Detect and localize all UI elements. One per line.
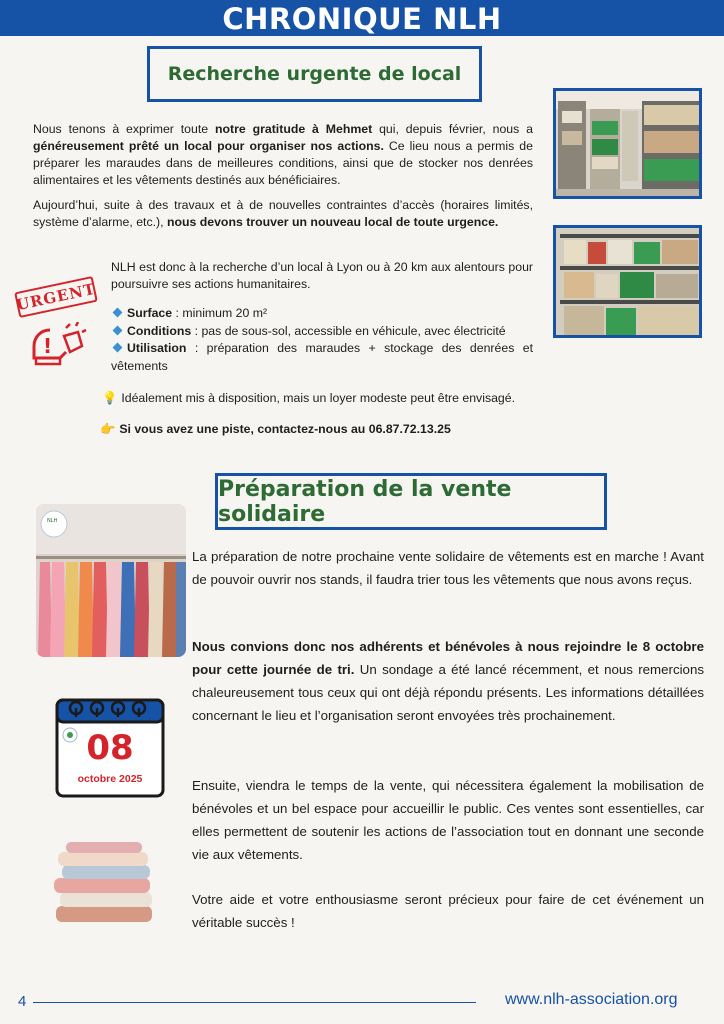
footer-divider <box>33 1002 476 1003</box>
diamond-bullet-icon <box>113 308 123 318</box>
paragraph-sale: Ensuite, viendra le temps de la vente, qui nécessitera également la mobilisation de bénévoles et un bel espace pour accueillir le public. Ces ventes sont essentielles, car elles permettent de soutenir les actions de l’association tout en donnant une seconde vie aux vêtements. <box>192 778 704 862</box>
criteria-list <box>111 305 533 375</box>
rent-note: 💡 Idéalement mis à disposition, mais un loyer modeste peut être envisagé. <box>102 391 516 405</box>
website-link[interactable]: www.nlh-association.org <box>505 991 678 1008</box>
paragraph-situation: Aujourd’hui, suite à des travaux et à de nouvelles contraintes d’accès (horaires limités, système d’alarme, etc.), nous devons trouver un nouveau local de toute urgence. <box>33 198 533 229</box>
diamond-bullet-icon <box>113 343 123 353</box>
list-item: Conditions : pas de sous-sol, accessible en véhicule, avec électricité <box>111 323 533 341</box>
contact-line: 👉 Si vous avez une piste, contactez-nous au 06.87.72.13.25 <box>100 422 451 436</box>
list-item: Surface : minimum 20 m² <box>111 305 533 323</box>
svg-text:!: ! <box>43 334 53 358</box>
page-title: CHRONIQUE NLH <box>222 2 502 36</box>
lightbulb-icon: 💡 <box>102 391 118 405</box>
section-title-local: Recherche urgente de local <box>147 46 482 102</box>
folded-clothes-image <box>50 840 160 925</box>
page-number: 4 <box>18 993 27 1010</box>
pointing-hand-icon: 👉 <box>100 422 116 436</box>
svg-text:NLH: NLH <box>47 518 58 524</box>
clothes-rack-photo <box>36 504 186 657</box>
alarm-bell-icon <box>30 322 90 372</box>
paragraph-search: NLH est donc à la recherche d’un local à Lyon ou à 20 km aux alentours pour poursuivre ses actions humanitaires. <box>111 260 533 291</box>
paragraph-invitation: Nous convions donc nos adhérents et bénévoles à nous rejoindre le 8 octobre pour cette journée de tri. Un sondage a été lancé récemment, et nous remercions chaleureusement tous ceux qui ont déjà répondu présents. Les informations détaillées concernant le lieu et l’organisation seront envoyées très prochainement. <box>192 639 704 723</box>
storage-shelves-photo <box>553 225 702 338</box>
paragraph-gratitude: Nous tenons à exprimer toute notre gratitude à Mehmet qui, depuis février, nous a généreusement prêté un local pour organiser nos actions. Ce lieu nous a permis de préparer les maraudes dans de meilleures conditions, ainsi que de stocker nos denrées alimentaires et les vêtements destinés aux bénéficiaires. <box>33 122 533 187</box>
diamond-bullet-icon <box>113 325 123 335</box>
urgent-stamp: URGENT <box>14 276 98 318</box>
calendar-day: 08 <box>86 728 134 768</box>
section-title-vente: Préparation de la vente solidaire <box>215 473 607 530</box>
paragraph-thanks: Votre aide et votre enthousiasme seront précieux pour faire de cet événement un véritable succès ! <box>192 892 704 930</box>
paragraph-preparation: La préparation de notre prochaine vente solidaire de vêtements est en marche ! Avant de pouvoir ouvrir nos stands, il faudra trier tous les vêtements que nous avons reçus. <box>192 549 704 587</box>
list-item: Utilisation : préparation des maraudes + stockage des denrées et vêtements <box>111 341 533 373</box>
calendar-month: octobre 2025 <box>77 773 143 785</box>
storage-room-photo <box>553 88 702 199</box>
